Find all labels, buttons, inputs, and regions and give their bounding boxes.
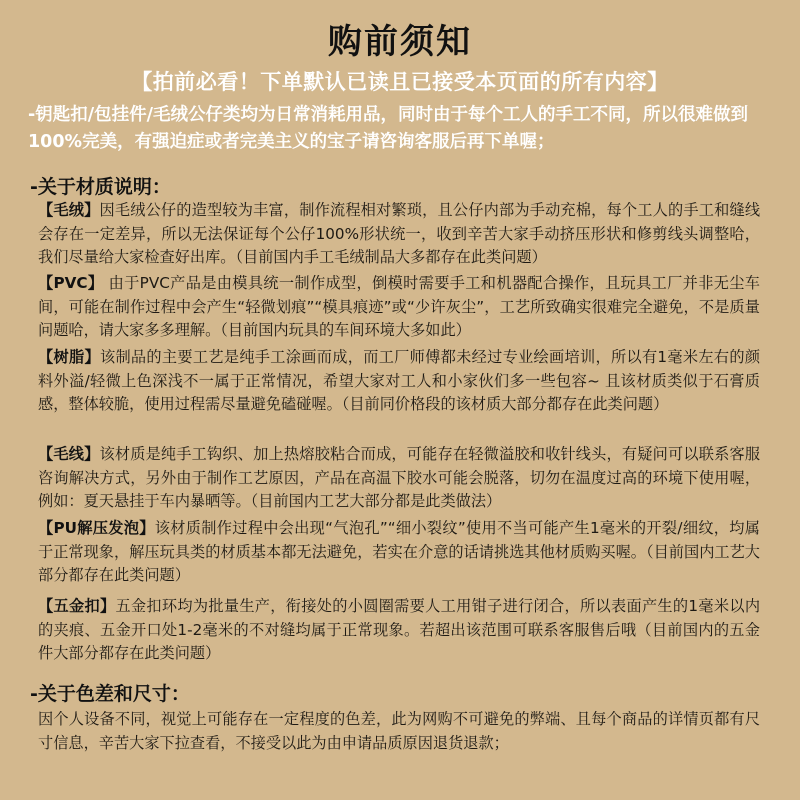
material-item-yarn [38, 443, 760, 514]
notice-banner: 【拍前必看！下单默认已读且已接受本页面的所有内容】 [131, 70, 669, 94]
material-item-plush [38, 199, 760, 270]
material-item-pvc [38, 272, 760, 343]
material-text: 该制品的主要工艺是纯手工涂画而成，而工厂师傅都未经过专业绘画培训，所以有1毫米左右的颜料外溢/轻微上色深浅不一属于正常情况，希望大家对工人和小家伙们多一些包容~ 且该材质类似于石膏质感，整体较脆，使用过程需尽量避免磕碰喔。（目前同价格段的该材质大部分都存在此类问题） [38, 348, 761, 413]
material-text: 五金扣环均为批量生产，衔接处的小圆圈需要人工用钳子进行闭合，所以表面产生的1毫米以内的夹痕、五金开口处1-2毫米的不对缝均属于正常现象。若超出该范围可联系客服售后哦（目前国内的五金件大部分都存在此类问题） [38, 597, 761, 662]
material-item-pu-foam [38, 517, 760, 588]
intro-paragraph: -钥匙扣/包挂件/毛绒公仔类均为日常消耗用品，同时由于每个工人的手工不同，所以很难做到100%完美，有强迫症或者完美主义的宝子请咨询客服后再下单喔； [28, 105, 749, 152]
material-item-resin [38, 346, 760, 417]
material-tag: 【PVC】 [38, 274, 104, 292]
material-item-hardware [38, 595, 760, 666]
page-title: 购前须知 [328, 22, 472, 62]
material-text: 由于PVC产品是由模具统一制作成型，倒模时需要手工和机器配合操作，且玩具工厂并非无尘车间，可能在制作过程中会产生“轻微划痕”“模具痕迹”或“少许灰尘”，工艺所致确实很难完全避免，不是质量问题哈，请大家多多理解。（目前国内玩具的车间环境大多如此） [38, 274, 760, 339]
material-text: 该材质制作过程中会出现“气泡孔”“细小裂纹”使用不当可能产生1毫米的开裂/细纹，均属于正常现象，解压玩具类的材质基本都无法避免，若实在介意的话请挑选其他材质购买喔。（目前国内工艺大部分都存在此类问题） [38, 519, 760, 584]
material-text: 因毛绒公仔的造型较为丰富，制作流程相对繁琐，且公仔内部为手动充棉，每个工人的手工和缝线会存在一定差异，所以无法保证每个公仔100%形状统一，收到辛苦大家手动挤压形状和修剪线头调整哈，我们尽量给大家检查好出库。（目前国内手工毛绒制品大多都存在此类问题） [38, 201, 761, 266]
material-tag: 【毛绒】 [38, 201, 100, 219]
color-size-paragraph: 因个人设备不同，视觉上可能存在一定程度的色差，此为网购不可避免的弊端、且每个商品的详情页都有尺寸信息，辛苦大家下拉查看，不接受以此为由申请品质原因退货退款； [38, 710, 760, 752]
material-tag: 【五金扣】 [38, 597, 116, 615]
material-text: 该材质是纯手工钩织、加上热熔胶粘合而成，可能存在轻微溢胶和收针线头，有疑问可以联系客服咨询解决方式，另外由于制作工艺原因，产品在高温下胶水可能会脱落，切勿在温度过高的环境下使用喔，例如：夏天悬挂于车内暴晒等。（目前国内工艺大部分都是此类做法） [38, 445, 761, 510]
material-tag: 【PU解压发泡】 [38, 519, 155, 537]
color-size-section-heading: -关于色差和尺寸： [30, 683, 190, 705]
material-section-heading: -关于材质说明： [30, 176, 171, 198]
material-tag: 【树脂】 [38, 348, 100, 366]
material-tag: 【毛线】 [38, 445, 100, 463]
